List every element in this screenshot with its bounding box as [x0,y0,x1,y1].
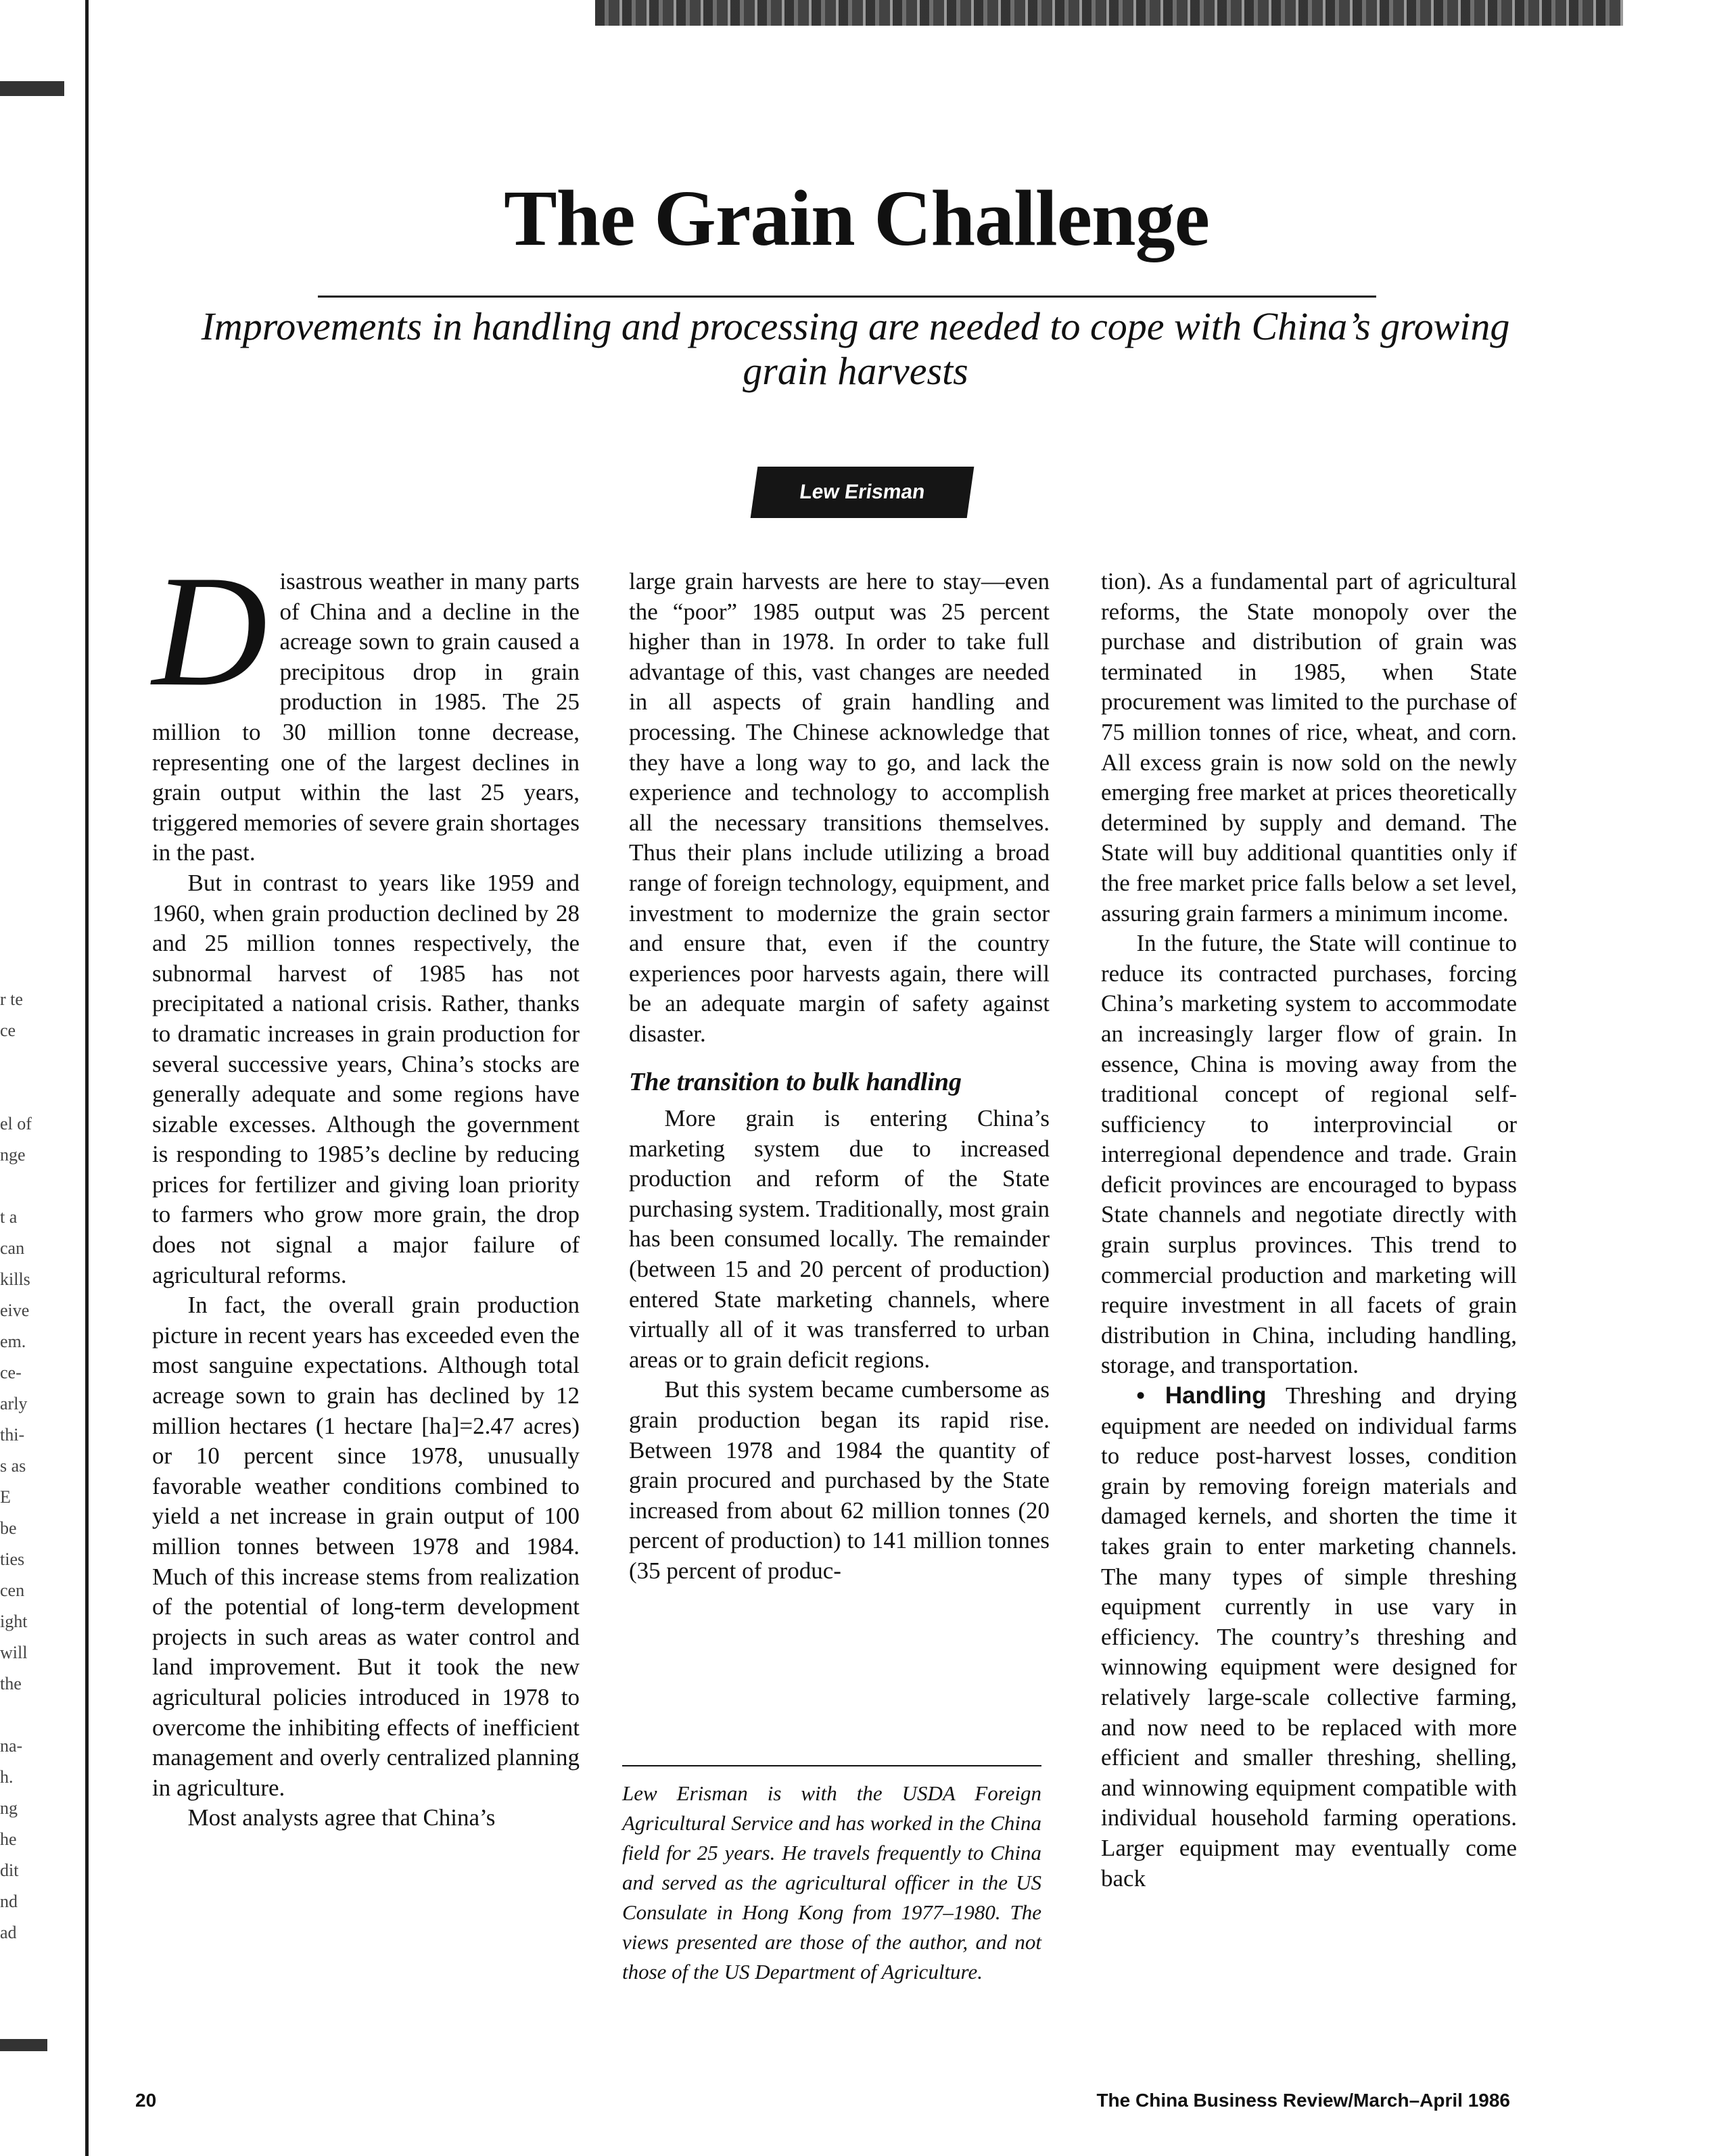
col2-paragraph-1: large grain harvests are here to stay—even the “poor” 1985 output was 25 percent higher than in 1978. In order to take full advantage of this, vast changes are needed in all aspects of grain handling and processing. The Chinese acknowledge that they have a long way to go, and lack the experience and technology to accomplish all the necessary transitions themselves. Thus their plans include utilizing a broad range of foreign technology, equipment, and investment to modernize the grain sector and ensure that, even if the country experiences poor harvests again, there will be an adequate margin of safety against disaster. [629,568,1050,1047]
col3-paragraph-2: In the future, the State will continue to reduce its contracted purchases, forcing China’s marketing system to accommodate an increasingly larger flow of grain. In essence, China is moving away from the traditional concept of regional self-sufficiency to interprovincial or interregional dependence and trade. Grain deficit provinces are encouraged to bypass State channels and negotiate directly with grain surplus provinces. This trend to commercial production and marketing will require investment in all facets of grain distribution in China, including handling, storage, and transportation. [1101,930,1517,1379]
page-number: 20 [135,2090,157,2111]
bullet-lead-handling: • Handling [1136,1382,1267,1409]
byline-banner [751,467,975,518]
column-1 [152,543,580,1833]
author-note-rule [622,1765,1041,1766]
adjacent-page-fragments: r te ce el of nge t a can kills eive em. ce- arly thi- s as E be ties cen ight will the na- h. ng he dit nd ad [0,989,32,1942]
article-title: The Grain Challenge [503,174,1210,262]
binding-line [85,0,89,2156]
col1-paragraph-3: In fact, the overall grain production picture in recent years has exceeded even the most sanguine expectations. Although total acreage sown to grain has declined by 12 million hectares (1 hectare [ha]=2.47 acres) or 10 percent since 1978, unusually favorable weather conditions combined to yield a net increase in grain output of 100 million tonnes between 1978 and 1984. Much of this increase stems from realization of the potential of long-term development projects in such areas as water control and land improvement. But it took the new agricultural policies introduced in 1978 to overcome the inhibiting effects of inefficient management and overly centralized planning in agriculture. [152,1292,580,1801]
column-3 [1101,567,1517,1894]
col2-paragraph-2: More grain is entering China’s marketing system due to increased production and reform of the State purchasing system. Traditionally, most grain has been consumed locally. The remainder (between 15 and 20 percent of production) entered State marketing channels, where virtually all of it was transferred to urban areas or to grain deficit regions. [629,1105,1050,1373]
col1-paragraph-4: Most analysts agree that China’s [187,1804,496,1831]
title-rule [318,296,1376,298]
col1-paragraph-2: But in contrast to years like 1959 and 1960, when grain production declined by 28 and 25 million tonnes respectively, the subnormal harvest of 1985 has not precipitated a national crisis. Rather, thanks to dramatic increases in grain production for several successive years, China’s stocks are generally adequate and some regions have sizable excesses. Although the government is responding to 1985’s decline by reducing prices for fertilizer and giving loan priority to farmers who grow more grain, the drop does not signal a major failure of agricultural reforms. [152,869,580,1288]
scan-artifact-top [595,0,1623,26]
drop-cap: D [152,543,268,720]
running-footer: The China Business Review/March–April 1986 [1096,2090,1510,2111]
col3-paragraph-3-text: Threshing and drying equipment are needed on individual farms to reduce post-harvest losses, condition grain by removing foreign materials and damaged kernels, and shorten the time it takes grain to enter marketing channels. The many types of simple threshing equipment currently in use vary in efficiency. The country’s threshing and winnowing equipment were designed for relatively large-scale collective farming, and now need to be replaced with more efficient and smaller threshing, shelling, and winnowing equipment compatible with individual household farming operations. Larger equipment may eventually come back [1101,1382,1517,1892]
col3-paragraph-3 [1101,1381,1517,1894]
col3-paragraph-1: tion). As a fundamental part of agricultural reforms, the State monopoly over the purchase and distribution of grain was terminated in 1985, when State procurement was limited to the purchase of 75 million tonnes of rice, wheat, and corn. All excess grain is now sold on the newly emerging free market at prices theoretically determined by supply and demand. The State will buy additional quantities only if the free market price falls below a set level, assuring grain farmers a minimum income. [1101,568,1517,927]
col1-paragraph-1: isastrous weather in many parts of China and a decline in the acreage sown to grain caused a precipitous drop in grain production in 1985. The 25 million to 30 million tonne decrease, representing one of the largest declines in grain output within the last 25 years, triggered memories of severe grain shortages in the past. [152,568,580,866]
binding-mark-top [0,81,64,96]
byline-author: Lew Erisman [798,481,926,503]
col2-paragraph-3: But this system became cumbersome as grain production began its rapid rise. Between 1978 and 1984 the quantity of grain procured and purchased by the State increased from about 62 million tonnes (20 percent of production) to 141 million tonnes (35 percent of produc- [629,1376,1050,1584]
author-note: Lew Erisman is with the USDA Foreign Agricultural Service and has worked in the China field for 25 years. He travels frequently to China and served as the agricultural officer in the US Consulate in Hong Kong from 1977–1980. The views presented are those of the author, and not those of the US Department of Agriculture. [622,1781,1041,1984]
section-subhead: The transition to bulk handling [629,1067,962,1096]
binding-mark-bottom [0,2039,47,2051]
column-2 [629,567,1050,1587]
binding-edge [0,0,95,2156]
article-subtitle: Improvements in handling and processing are needed to cope with China’s growing grain harvests [201,304,1510,393]
